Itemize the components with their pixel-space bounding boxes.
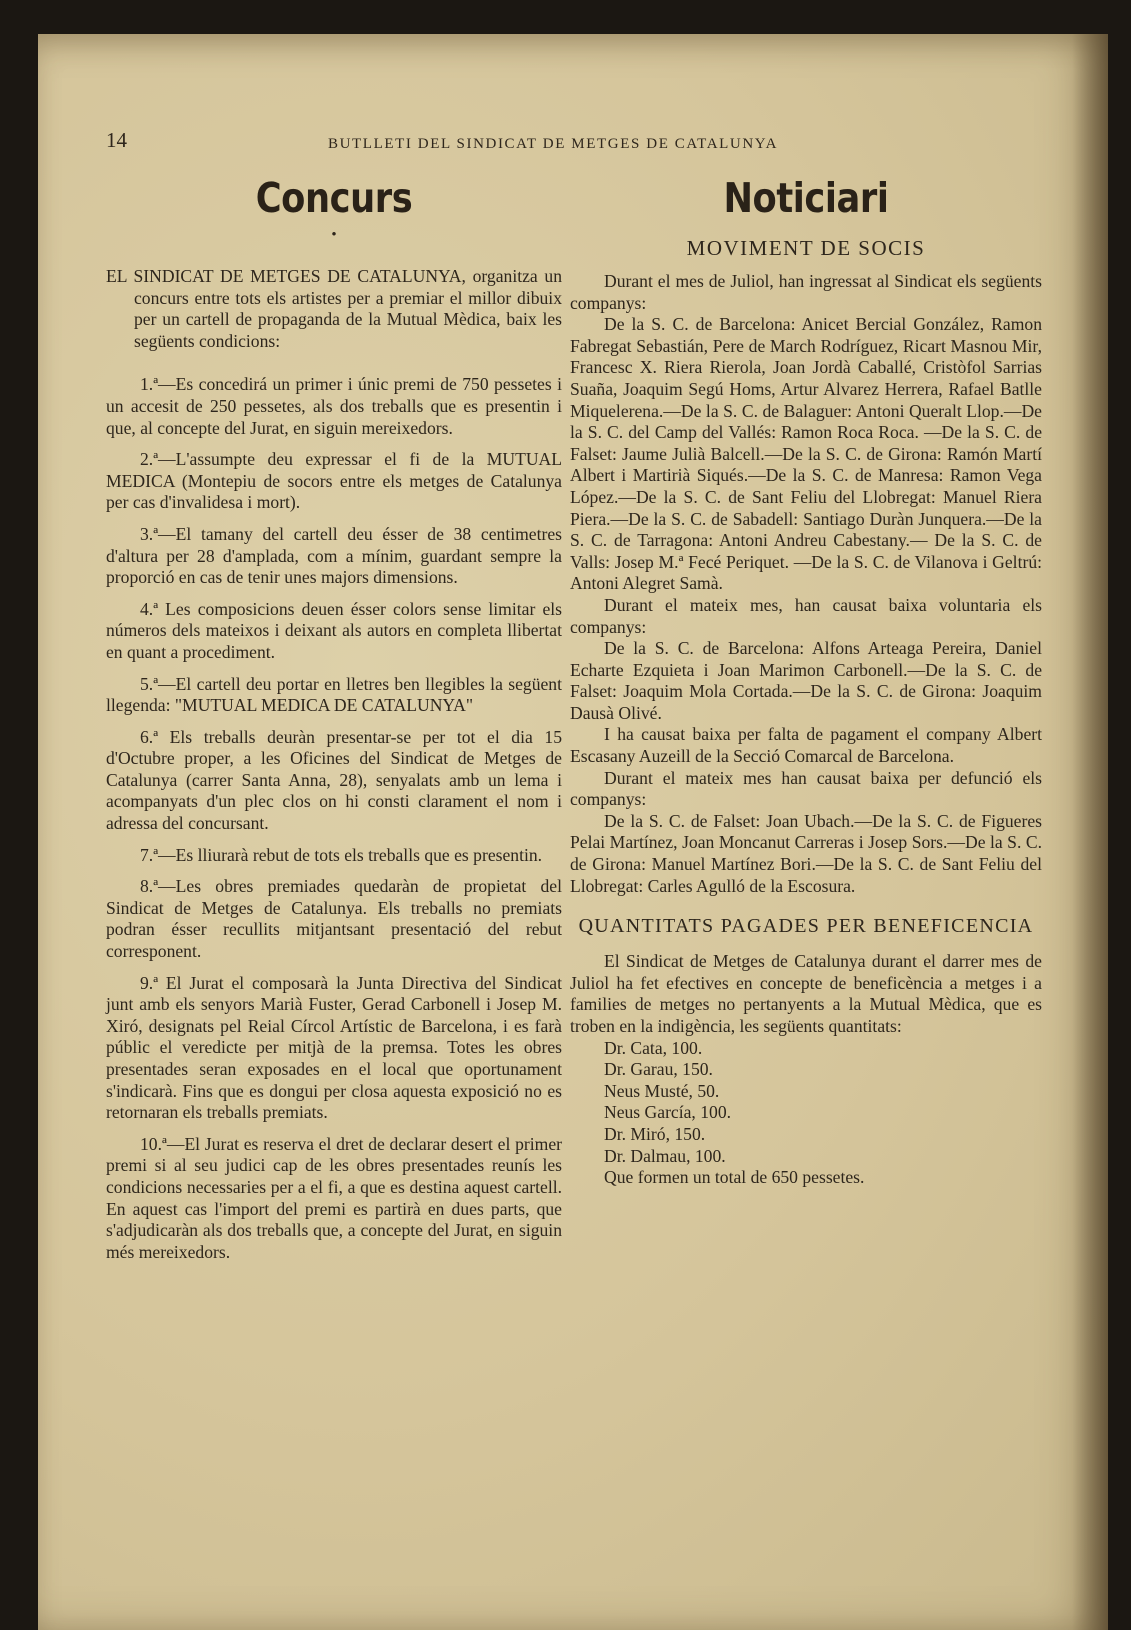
news-paragraph: De la S. C. de Falset: Joan Ubach.—De la S. C. de Figueres Pelai Martínez, Joan Moncanut Carreras i Josep Sors.—De la S. C. de Girona: Manuel Martínez Bori.—De la S. C. de Sant Feliu del Llobregat: Carles Agulló de la Escosura. xyxy=(570,810,1042,896)
moviment-socis-heading: MOVIMENT DE SOCIS xyxy=(686,236,926,260)
concurs-title: Concurs xyxy=(255,174,413,222)
rule-1: 1.ª—Es concedirá un primer i únic premi de 750 pessetes i un accesit de 250 pessetes, als dos treballs que es presentin i que, al concepte del Jurat, en siguin mereixedors. xyxy=(106,374,562,438)
rule-6: 6.ª Els treballs deuràn presentar-se per tot el dia 15 d'Octubre proper, a les Oficines del Sindicat de Metges de Catalunya (carrer Santa Anna, 28), senyalats amb un lema i acompanyats d'un plec clos on hi consti clarament el nom i adressa del concursant. xyxy=(106,726,562,834)
rule-8: 8.ª—Les obres premiades quedaràn de propietat del Sindicat de Metges de Catalunya. Els treballs no premiats podran ésser recullits mitjantsant presentació del rebut corresponent. xyxy=(106,876,562,962)
news-paragraph: I ha causat baixa per falta de pagament el company Albert Escasany Auzeill de la Secció Comarcal de Barcelona. xyxy=(570,724,1042,767)
noticiari-title: Noticiari xyxy=(723,174,889,222)
amount-item: Dr. Cata, 100. xyxy=(604,1037,703,1058)
news-paragraph: De la S. C. de Barcelona: Anicet Bercial González, Ramon Fabregat Sebastián, Pere de March Rodríguez, Ricart Masnou Mir, Francesc X. Riera Rierola, Joan Jordà Caballé, Cristòfol Sarrias Suaña, Joaquim Segú Homs, Artur Alvarez Herrera, Rafael Batlle Miquelerena.—De la S. C. de Balaguer: Antoni Queralt Llop.—De la S. C. del Camp del Vallés: Ramon Roca Roca. —De la S. C. de Falset: Jaume Julià Balcell.—De la S. C. de Girona: Ramón Martí Albert i Martirià Siqués.—De la S. C. de Manresa: Ramon Vega López.—De la S. C. de Sant Feliu del Llobregat: Manuel Riera Piera.—De la S. C. de Sabadell: Santiago Duràn Junquera.—De la S. C. de Tarragona: Antoni Andreu Cabestany.— De la S. C. de Valls: Josep M.ª Fecé Periquet. —De la S. C. de Vilanova i Geltrú: Antoni Alegret Samà. xyxy=(570,314,1042,594)
news-paragraph: Durant el mateix mes, han causat baixa voluntaria els companys: xyxy=(570,594,1042,637)
rule-5: 5.ª—El cartell deu portar en lletres ben llegibles la següent llegenda: "MUTUAL MEDICA DE CATALUNYA" xyxy=(106,673,562,716)
rule-7: 7.ª—Es lliurarà rebut de tots els treballs que es presentin. xyxy=(140,844,543,865)
rule-9: 9.ª El Jurat el composarà la Junta Directiva del Sindicat junt amb els senyors Marià Fuster, Gerad Carbonell i Josep M. Xiró, designats pel Reial Círcol Artístic de Barcelona, i es farà públic el veredicte per mitjà de la premsa. Totes les obres presentades seran exposades en el local que oportunament s'indicarà. Fins que es dongui per closa aquesta exposició no es retornaran els treballs premiats. xyxy=(106,972,562,1123)
amount-item: Dr. Dalmau, 100. xyxy=(604,1145,726,1166)
beneficencia-intro: El Sindicat de Metges de Catalunya durant el darrer mes de Juliol ha fet efectives en concepte de beneficència a metges i a families de metges no pertanyents a la Mutual Mèdica, que es troben en la indigència, les següents quantitats: xyxy=(570,951,1042,1036)
concurs-column xyxy=(106,174,562,1263)
rule-2: 2.ª—L'assumpte deu expressar el fi de la MUTUAL MEDICA (Montepiu de socors entre els metges de Catalunya per cas d'invalidesa i mort). xyxy=(106,449,562,513)
amount-item: Neus Musté, 50. xyxy=(604,1080,720,1101)
news-paragraph: Durant el mateix mes han causat baixa per defunció els companys: xyxy=(570,767,1042,810)
rule-4: 4.ª Les composicions deuen ésser colors sense limitar els números dels mateixos i deixant als autors en completa llibertat en quant a procediment. xyxy=(106,598,562,662)
amount-item: Dr. Garau, 150. xyxy=(604,1059,713,1080)
rule-3: 3.ª—El tamany del cartell deu ésser de 38 centimetres d'altura per 28 d'amplada, com a mínim, guardant sempre la proporció en cas de tenir unes majors dimensions. xyxy=(106,523,562,588)
quantitats-heading: QUANTITATS PAGADES PER BENEFICENCIA xyxy=(578,915,1034,938)
ornament-icon: • xyxy=(331,227,337,243)
running-header: BUTLLETI DEL SINDICAT DE METGES DE CATALUNYA xyxy=(328,136,778,152)
concurs-intro: EL SINDICAT DE METGES DE CATALUNYA, organitza un concurs entre tots els artistes per a premiar el millor dibuix per un cartell de propaganda de la Mutual Mèdica, baix les següents condicions: xyxy=(106,266,562,351)
news-paragraph: Durant el mes de Juliol, han ingressat al Sindicat els següents companys: xyxy=(570,271,1042,313)
news-paragraph: De la S. C. de Barcelona: Alfons Arteaga Pereira, Daniel Echarte Ezquieta i Joan Marimon Carbonell.—De la S. C. de Falset: Joaquim Mola Cortada.—De la S. C. de Girona: Joaquim Dausà Olivé. xyxy=(570,638,1042,723)
amount-item: Dr. Miró, 150. xyxy=(604,1123,706,1144)
document-page xyxy=(38,34,1108,1630)
rule-10: 10.ª—El Jurat es reserva el dret de declarar desert el primer premi si al seu judici cap de les obres presentades reunís les condicions necessaries per a el fi, a que es destina aquest cartell. En aquest cas l'import del premi es partirà en dues parts, que s'adjudicaràn als dos treballs que, a concepte del Jurat, en siguin més mereixedors. xyxy=(106,1133,562,1262)
page-number: 14 xyxy=(106,128,127,152)
noticiari-column xyxy=(570,174,1042,1189)
book-spine-shadow xyxy=(1072,34,1108,1630)
amount-item: Neus García, 100. xyxy=(604,1102,732,1123)
amount-total: Que formen un total de 650 pessetes. xyxy=(604,1167,865,1188)
